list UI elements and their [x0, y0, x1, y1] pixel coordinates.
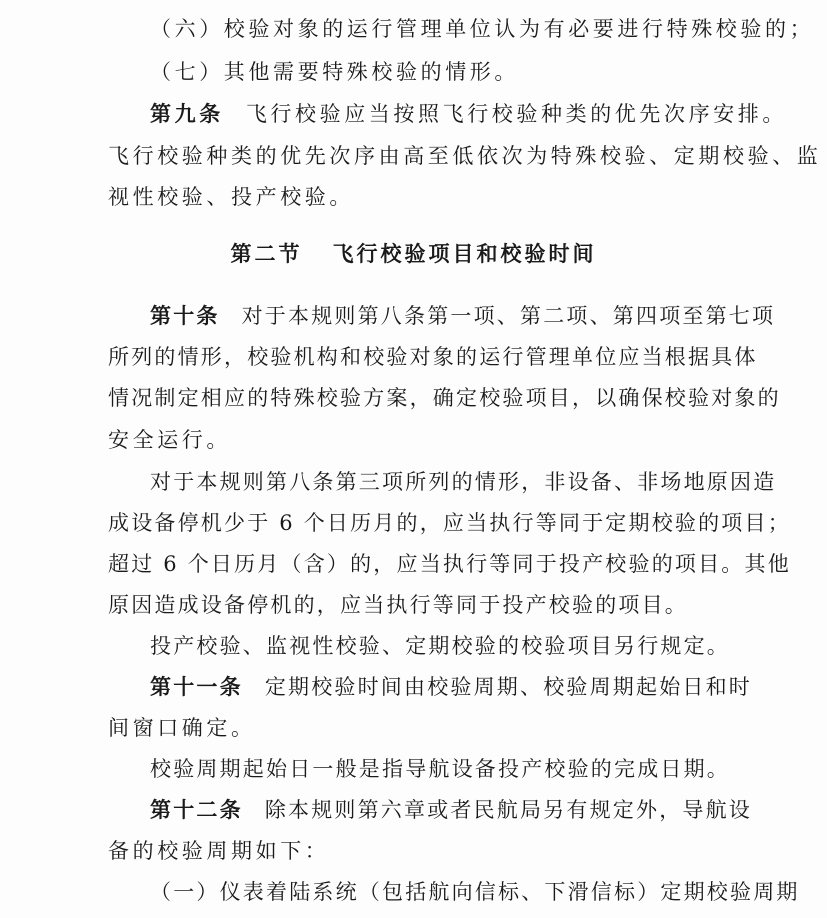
article-twelve-text: 除本规则第六章或者民航局另有规定外，导航设	[264, 798, 753, 822]
paragraph-text: （一）仪表着陆系统（包括航向信标、下滑信标）定期校验周期	[150, 880, 800, 904]
article-eleven-line-2	[0, 712, 827, 744]
paragraph-text: 投产校验、监视性校验、定期校验的校验项目另行规定。	[150, 634, 730, 658]
article-eleven-para-2	[0, 753, 827, 785]
article-ten-label: 第十条	[150, 304, 220, 328]
article-ten-para-2-line-3	[0, 548, 827, 580]
article-ten-text: 对于本规则第八条第一项、第二项、第四项至第七项	[241, 304, 776, 328]
article-ten-line-4	[0, 424, 827, 456]
article-twelve-item-one	[0, 876, 827, 908]
article-eleven-text: 定期校验时间由校验周期、校验周期起始日和时	[264, 675, 753, 699]
article-nine-label: 第九条	[150, 102, 224, 126]
paragraph-text: 飞行校验种类的优先次序由高至低依次为特殊校验、定期校验、监	[108, 144, 822, 168]
article-ten-line-2	[0, 341, 827, 373]
article-ten	[0, 300, 827, 332]
paragraph-text: 情况制定相应的特殊校验方案，确定校验项目，以确保校验对象的	[108, 386, 781, 410]
paragraph-text: 间窗口确定。	[108, 716, 256, 740]
paragraph-text: 视性校验、投产校验。	[108, 185, 354, 209]
article-twelve-line-2	[0, 835, 827, 867]
article-nine-text: 飞行校验应当按照飞行校验种类的优先次序安排。	[245, 102, 788, 126]
article-nine	[0, 98, 827, 130]
item-six-text: （六）校验对象的运行管理单位认为有必要进行特殊校验的；	[150, 17, 815, 41]
paragraph-text: 超过 6 个日历月（含）的，应当执行等同于投产校验的项目。其他	[108, 552, 791, 576]
article-twelve-label: 第十二条	[150, 798, 243, 822]
paragraph-text: 原因造成设备停机的，应当执行等同于投产校验的项目。	[108, 593, 688, 617]
article-nine-line-3	[0, 181, 827, 213]
article-ten-para-3	[0, 630, 827, 662]
article-eleven-label: 第十一条	[150, 675, 243, 699]
paragraph-text: 所列的情形，校验机构和校验对象的运行管理单位应当根据具体	[108, 345, 758, 369]
article-ten-para-2-line-4	[0, 589, 827, 621]
article-nine-line-2	[0, 140, 827, 172]
item-seven	[0, 56, 827, 88]
paragraph-text: 安全运行。	[108, 428, 231, 452]
article-ten-para-2-line-2	[0, 507, 827, 539]
item-seven-text: （七）其他需要特殊校验的情形。	[150, 60, 519, 84]
item-six	[0, 13, 827, 45]
article-twelve	[0, 794, 827, 826]
article-ten-line-3	[0, 382, 827, 414]
article-eleven	[0, 671, 827, 703]
section-title: 飞行校验项目和校验时间	[332, 242, 597, 266]
section-heading	[0, 238, 827, 270]
paragraph-text: 备的校验周期如下：	[108, 839, 330, 863]
paragraph-text: 校验周期起始日一般是指导航设备投产校验的完成日期。	[150, 757, 730, 781]
paragraph-text: 对于本规则第八条第三项所列的情形，非设备、非场地原因造	[150, 470, 777, 494]
section-number: 第二节	[230, 242, 303, 266]
article-ten-para-2	[0, 466, 827, 498]
paragraph-text: 成设备停机少于 6 个日历月的，应当执行等同于定期校验的项目；	[108, 511, 791, 535]
